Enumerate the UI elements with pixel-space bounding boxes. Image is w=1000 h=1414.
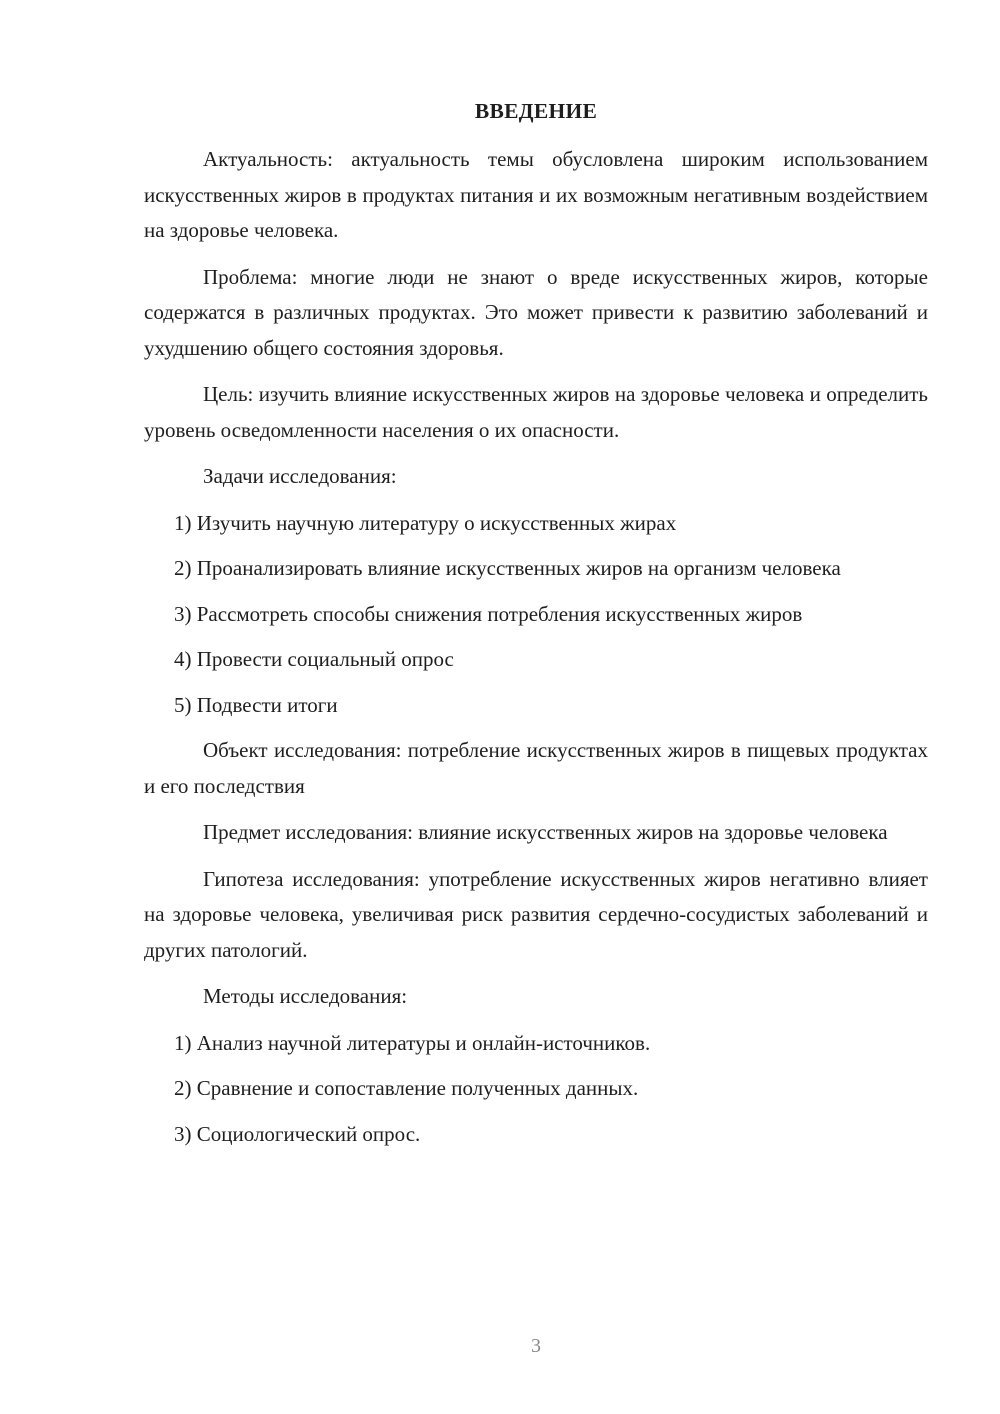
task-item: 4) Провести социальный опрос [174, 647, 454, 671]
section-heading: ВВЕДЕНИЕ [474, 99, 598, 123]
methods-heading: Методы исследования: [203, 984, 408, 1008]
method-item: 3) Социологический опрос. [174, 1121, 421, 1146]
method-item: 2) Сравнение и сопоставление полученных данных. [174, 1076, 639, 1100]
document-body [144, 142, 928, 1162]
problem-paragraph: Проблема: многие люди не знают о вреде искусственных жиров, которые содержатся в различных продуктах. Это может привести к развитию заболеваний и ухудшению общего состояния здоровья. [144, 264, 928, 360]
task-item: 2) Проанализировать влияние искусственных жиров на организм человека [174, 556, 841, 580]
task-item: 3) Рассмотреть способы снижения потребления искусственных жиров [174, 601, 803, 626]
subject-paragraph: Предмет исследования: влияние искусственных жиров на здоровье человека [203, 820, 888, 844]
tasks-heading: Задачи исследования: [203, 464, 397, 488]
relevance-paragraph: Актуальность: актуальность темы обусловлена широким использованием искусственных жиров в продуктах питания и их возможным негативным воздействием на здоровье человека. [144, 147, 928, 242]
task-item: 5) Подвести итоги [174, 692, 338, 717]
hypothesis-paragraph: Гипотеза исследования: употребление искусственных жиров негативно влияет на здоровье человека, увеличивая риск развития сердечно-сосудистых заболеваний и других патологий. [144, 866, 928, 962]
page-number: 3 [531, 1335, 541, 1357]
task-item: 1) Изучить научную литературу о искусственных жирах [174, 510, 677, 535]
method-item: 1) Анализ научной литературы и онлайн-источников. [174, 1030, 651, 1055]
goal-paragraph: Цель: изучить влияние искусственных жиров на здоровье человека и определить уровень осведомленности населения о их опасности. [144, 382, 928, 442]
object-paragraph: Объект исследования: потребление искусственных жиров в пищевых продуктах и его последствия [144, 738, 928, 798]
